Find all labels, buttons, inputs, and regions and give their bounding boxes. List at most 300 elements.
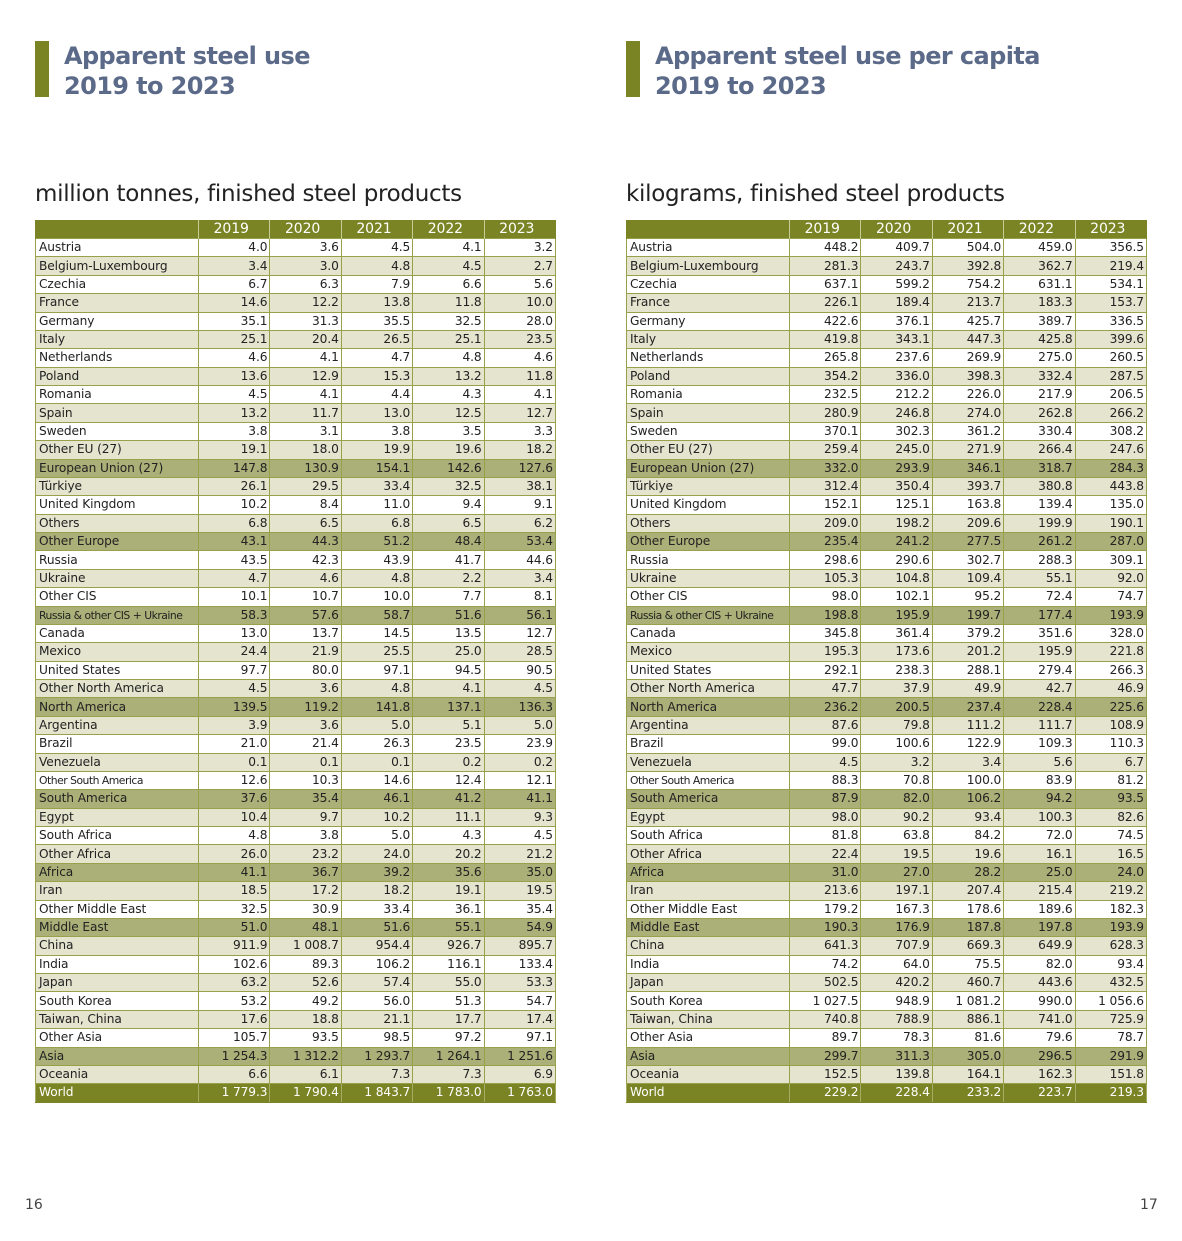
cell-value: 217.9 <box>1004 386 1075 404</box>
cell-value: 299.7 <box>790 1047 861 1065</box>
table-row <box>627 569 1147 587</box>
cell-value: 200.5 <box>861 698 932 716</box>
row-label: Middle East <box>627 918 790 936</box>
cell-value: 328.0 <box>1075 624 1146 642</box>
cell-value: 4.5 <box>413 257 484 275</box>
cell-value: 3.8 <box>199 422 270 440</box>
cell-value: 41.1 <box>484 790 555 808</box>
table-row <box>627 294 1147 312</box>
column-header-year: 2021 <box>341 220 412 239</box>
cell-value: 54.7 <box>484 992 555 1010</box>
cell-value: 26.3 <box>341 735 412 753</box>
cell-value: 287.5 <box>1075 367 1146 385</box>
cell-value: 55.1 <box>413 918 484 936</box>
cell-value: 36.7 <box>270 863 341 881</box>
cell-value: 232.5 <box>790 386 861 404</box>
cell-value: 64.0 <box>861 955 932 973</box>
cell-value: 93.4 <box>932 808 1003 826</box>
cell-value: 21.9 <box>270 643 341 661</box>
row-label: Oceania <box>627 1065 790 1083</box>
cell-value: 94.5 <box>413 661 484 679</box>
row-label: Russia <box>627 551 790 569</box>
cell-value: 28.0 <box>484 312 555 330</box>
cell-value: 28.2 <box>932 863 1003 881</box>
cell-value: 92.0 <box>1075 569 1146 587</box>
cell-value: 213.7 <box>932 294 1003 312</box>
cell-value: 23.9 <box>484 735 555 753</box>
cell-value: 332.0 <box>790 459 861 477</box>
row-label: Netherlands <box>36 349 199 367</box>
row-label: India <box>36 955 199 973</box>
row-label: Other EU (27) <box>36 441 199 459</box>
row-label: Other Middle East <box>36 900 199 918</box>
cell-value: 4.8 <box>341 569 412 587</box>
column-header-year: 2020 <box>861 220 932 239</box>
cell-value: 12.7 <box>484 624 555 642</box>
cell-value: 41.2 <box>413 790 484 808</box>
subtotal-row <box>36 533 556 551</box>
cell-value: 277.5 <box>932 533 1003 551</box>
row-label: Netherlands <box>627 349 790 367</box>
subtotal-row <box>36 698 556 716</box>
cell-value: 33.4 <box>341 900 412 918</box>
cell-value: 58.3 <box>199 606 270 624</box>
table-row <box>36 386 556 404</box>
cell-value: 167.3 <box>861 900 932 918</box>
table-row <box>627 367 1147 385</box>
cell-value: 1 779.3 <box>199 1084 270 1102</box>
cell-value: 4.1 <box>270 349 341 367</box>
page-title <box>655 41 1040 101</box>
cell-value: 119.2 <box>270 698 341 716</box>
row-label: Other Asia <box>627 1029 790 1047</box>
cell-value: 209.0 <box>790 514 861 532</box>
cell-value: 223.7 <box>1004 1084 1075 1102</box>
cell-value: 81.2 <box>1075 771 1146 789</box>
cell-value: 308.2 <box>1075 422 1146 440</box>
page-number: 16 <box>25 1197 43 1213</box>
cell-value: 190.1 <box>1075 514 1146 532</box>
cell-value: 351.6 <box>1004 624 1075 642</box>
cell-value: 6.6 <box>413 275 484 293</box>
cell-value: 25.0 <box>413 643 484 661</box>
cell-value: 5.0 <box>484 716 555 734</box>
row-label: United States <box>36 661 199 679</box>
cell-value: 100.3 <box>1004 808 1075 826</box>
cell-value: 55.1 <box>1004 569 1075 587</box>
cell-value: 100.6 <box>861 735 932 753</box>
cell-value: 25.1 <box>199 330 270 348</box>
cell-value: 13.8 <box>341 294 412 312</box>
table-row <box>627 716 1147 734</box>
cell-value: 3.6 <box>270 680 341 698</box>
row-label: Egypt <box>36 808 199 826</box>
column-header-year: 2019 <box>790 220 861 239</box>
table-row <box>627 239 1147 257</box>
row-label: Other Europe <box>36 533 199 551</box>
cell-value: 389.7 <box>1004 312 1075 330</box>
cell-value: 8.1 <box>484 588 555 606</box>
cell-value: 35.1 <box>199 312 270 330</box>
cell-value: 125.1 <box>861 496 932 514</box>
cell-value: 163.8 <box>932 496 1003 514</box>
row-label: Other Asia <box>36 1029 199 1047</box>
row-label: Russia <box>36 551 199 569</box>
row-label: Others <box>36 514 199 532</box>
table-row <box>36 955 556 973</box>
cell-value: 26.1 <box>199 477 270 495</box>
cell-value: 80.0 <box>270 661 341 679</box>
row-label: South Africa <box>627 827 790 845</box>
cell-value: 4.5 <box>790 753 861 771</box>
row-label: Canada <box>36 624 199 642</box>
table-row <box>627 680 1147 698</box>
cell-value: 459.0 <box>1004 239 1075 257</box>
cell-value: 3.6 <box>270 239 341 257</box>
cell-value: 599.2 <box>861 275 932 293</box>
table-row <box>627 771 1147 789</box>
table-row <box>36 239 556 257</box>
cell-value: 100.0 <box>932 771 1003 789</box>
cell-value: 1 293.7 <box>341 1047 412 1065</box>
cell-value: 142.6 <box>413 459 484 477</box>
cell-value: 26.5 <box>341 330 412 348</box>
subtotal-row <box>627 918 1147 936</box>
cell-value: 53.3 <box>484 974 555 992</box>
cell-value: 24.4 <box>199 643 270 661</box>
cell-value: 11.1 <box>413 808 484 826</box>
row-label: Other Europe <box>627 533 790 551</box>
cell-value: 13.2 <box>199 404 270 422</box>
table-row <box>627 1029 1147 1047</box>
cell-value: 4.8 <box>341 257 412 275</box>
cell-value: 193.9 <box>1075 606 1146 624</box>
cell-value: 215.4 <box>1004 882 1075 900</box>
cell-value: 97.2 <box>413 1029 484 1047</box>
cell-value: 12.6 <box>199 771 270 789</box>
cell-value: 336.0 <box>861 367 932 385</box>
cell-value: 243.7 <box>861 257 932 275</box>
table-row <box>36 514 556 532</box>
cell-value: 669.3 <box>932 937 1003 955</box>
cell-value: 3.4 <box>484 569 555 587</box>
cell-value: 139.8 <box>861 1065 932 1083</box>
table-row <box>627 404 1147 422</box>
cell-value: 20.2 <box>413 845 484 863</box>
cell-value: 398.3 <box>932 367 1003 385</box>
cell-value: 37.6 <box>199 790 270 808</box>
row-label: France <box>36 294 199 312</box>
cell-value: 97.1 <box>341 661 412 679</box>
row-label: United Kingdom <box>36 496 199 514</box>
table-row <box>36 624 556 642</box>
cell-value: 10.0 <box>484 294 555 312</box>
cell-value: 109.3 <box>1004 735 1075 753</box>
cell-value: 13.0 <box>341 404 412 422</box>
cell-value: 1 251.6 <box>484 1047 555 1065</box>
table-row <box>36 845 556 863</box>
cell-value: 3.2 <box>484 239 555 257</box>
cell-value: 356.5 <box>1075 239 1146 257</box>
cell-value: 162.3 <box>1004 1065 1075 1083</box>
row-label: Other South America <box>36 771 199 789</box>
steel-use-table <box>35 220 556 1103</box>
table-row <box>36 477 556 495</box>
cell-value: 12.1 <box>484 771 555 789</box>
cell-value: 229.2 <box>790 1084 861 1102</box>
cell-value: 345.8 <box>790 624 861 642</box>
cell-value: 447.3 <box>932 330 1003 348</box>
cell-value: 9.7 <box>270 808 341 826</box>
table-row <box>627 753 1147 771</box>
cell-value: 111.7 <box>1004 716 1075 734</box>
cell-value: 275.0 <box>1004 349 1075 367</box>
row-label: Mexico <box>36 643 199 661</box>
cell-value: 293.9 <box>861 459 932 477</box>
row-label: South Africa <box>36 827 199 845</box>
cell-value: 153.7 <box>1075 294 1146 312</box>
cell-value: 10.4 <box>199 808 270 826</box>
cell-value: 84.2 <box>932 827 1003 845</box>
row-label: Other Africa <box>36 845 199 863</box>
row-label: Russia & other CIS + Ukraine <box>627 606 790 624</box>
cell-value: 6.7 <box>199 275 270 293</box>
cell-value: 51.6 <box>413 606 484 624</box>
cell-value: 206.5 <box>1075 386 1146 404</box>
column-header-year: 2022 <box>1004 220 1075 239</box>
cell-value: 228.4 <box>1004 698 1075 716</box>
cell-value: 259.4 <box>790 441 861 459</box>
cell-value: 3.8 <box>341 422 412 440</box>
cell-value: 6.7 <box>1075 753 1146 771</box>
cell-value: 41.7 <box>413 551 484 569</box>
table-row <box>627 937 1147 955</box>
cell-value: 330.4 <box>1004 422 1075 440</box>
cell-value: 7.3 <box>341 1065 412 1083</box>
table-row <box>36 551 556 569</box>
row-label: Czechia <box>36 275 199 293</box>
cell-value: 5.6 <box>484 275 555 293</box>
cell-value: 212.2 <box>861 386 932 404</box>
row-label: India <box>627 955 790 973</box>
table-row <box>627 845 1147 863</box>
cell-value: 948.9 <box>861 992 932 1010</box>
cell-value: 425.7 <box>932 312 1003 330</box>
cell-value: 21.4 <box>270 735 341 753</box>
subtotal-row <box>36 918 556 936</box>
cell-value: 311.3 <box>861 1047 932 1065</box>
row-label: European Union (27) <box>36 459 199 477</box>
cell-value: 649.9 <box>1004 937 1075 955</box>
cell-value: 56.1 <box>484 606 555 624</box>
cell-value: 17.7 <box>413 1010 484 1028</box>
cell-value: 236.2 <box>790 698 861 716</box>
cell-value: 154.1 <box>341 459 412 477</box>
cell-value: 93.5 <box>1075 790 1146 808</box>
table-row <box>36 771 556 789</box>
cell-value: 926.7 <box>413 937 484 955</box>
cell-value: 534.1 <box>1075 275 1146 293</box>
table-row <box>36 974 556 992</box>
cell-value: 23.5 <box>484 330 555 348</box>
cell-value: 70.8 <box>861 771 932 789</box>
table-row <box>627 882 1147 900</box>
table-row <box>627 496 1147 514</box>
title-line-2: 2019 to 2023 <box>655 72 827 100</box>
cell-value: 135.0 <box>1075 496 1146 514</box>
cell-value: 89.7 <box>790 1029 861 1047</box>
cell-value: 4.5 <box>199 680 270 698</box>
cell-value: 291.9 <box>1075 1047 1146 1065</box>
cell-value: 3.5 <box>413 422 484 440</box>
cell-value: 265.8 <box>790 349 861 367</box>
cell-value: 4.7 <box>341 349 412 367</box>
cell-value: 151.8 <box>1075 1065 1146 1083</box>
cell-value: 502.5 <box>790 974 861 992</box>
row-label: Africa <box>36 863 199 881</box>
cell-value: 43.1 <box>199 533 270 551</box>
row-label: Belgium-Luxembourg <box>36 257 199 275</box>
row-label: Spain <box>36 404 199 422</box>
cell-value: 35.4 <box>270 790 341 808</box>
row-label: Czechia <box>627 275 790 293</box>
cell-value: 287.0 <box>1075 533 1146 551</box>
cell-value: 182.3 <box>1075 900 1146 918</box>
cell-value: 195.9 <box>861 606 932 624</box>
cell-value: 305.0 <box>932 1047 1003 1065</box>
table-row <box>36 257 556 275</box>
row-label: South America <box>36 790 199 808</box>
cell-value: 10.3 <box>270 771 341 789</box>
cell-value: 237.6 <box>861 349 932 367</box>
cell-value: 11.8 <box>413 294 484 312</box>
world-total-row <box>627 1084 1147 1102</box>
cell-value: 195.3 <box>790 643 861 661</box>
cell-value: 266.2 <box>1075 404 1146 422</box>
row-label: Asia <box>627 1047 790 1065</box>
cell-value: 29.5 <box>270 477 341 495</box>
cell-value: 409.7 <box>861 239 932 257</box>
row-label: Egypt <box>627 808 790 826</box>
cell-value: 1 763.0 <box>484 1084 555 1102</box>
cell-value: 111.2 <box>932 716 1003 734</box>
cell-value: 5.0 <box>341 716 412 734</box>
cell-value: 21.2 <box>484 845 555 863</box>
table-row <box>627 808 1147 826</box>
row-label: Russia & other CIS + Ukraine <box>36 606 199 624</box>
cell-value: 189.4 <box>861 294 932 312</box>
cell-value: 88.3 <box>790 771 861 789</box>
cell-value: 4.6 <box>270 569 341 587</box>
cell-value: 4.7 <box>199 569 270 587</box>
cell-value: 13.5 <box>413 624 484 642</box>
cell-value: 58.7 <box>341 606 412 624</box>
subtotal-row <box>627 1047 1147 1065</box>
cell-value: 190.3 <box>790 918 861 936</box>
cell-value: 52.6 <box>270 974 341 992</box>
table-row <box>627 900 1147 918</box>
cell-value: 183.3 <box>1004 294 1075 312</box>
cell-value: 10.1 <box>199 588 270 606</box>
cell-value: 19.6 <box>413 441 484 459</box>
header-row <box>36 220 556 239</box>
cell-value: 11.7 <box>270 404 341 422</box>
table-row <box>36 1065 556 1083</box>
cell-value: 6.3 <box>270 275 341 293</box>
cell-value: 260.5 <box>1075 349 1146 367</box>
cell-value: 262.8 <box>1004 404 1075 422</box>
table-row <box>627 1065 1147 1083</box>
cell-value: 105.7 <box>199 1029 270 1047</box>
cell-value: 74.7 <box>1075 588 1146 606</box>
cell-value: 63.2 <box>199 974 270 992</box>
cell-value: 110.3 <box>1075 735 1146 753</box>
cell-value: 4.5 <box>484 680 555 698</box>
row-label: Oceania <box>36 1065 199 1083</box>
cell-value: 741.0 <box>1004 1010 1075 1028</box>
cell-value: 266.4 <box>1004 441 1075 459</box>
cell-value: 443.6 <box>1004 974 1075 992</box>
cell-value: 104.8 <box>861 569 932 587</box>
cell-value: 6.5 <box>270 514 341 532</box>
cell-value: 51.6 <box>341 918 412 936</box>
cell-value: 25.1 <box>413 330 484 348</box>
cell-value: 5.1 <box>413 716 484 734</box>
row-label: Mexico <box>627 643 790 661</box>
cell-value: 1 008.7 <box>270 937 341 955</box>
row-label: South America <box>627 790 790 808</box>
cell-value: 2.2 <box>413 569 484 587</box>
cell-value: 31.3 <box>270 312 341 330</box>
cell-value: 4.6 <box>484 349 555 367</box>
cell-value: 3.2 <box>861 753 932 771</box>
cell-value: 228.4 <box>861 1084 932 1102</box>
cell-value: 0.1 <box>341 753 412 771</box>
cell-value: 44.6 <box>484 551 555 569</box>
row-label: Venezuela <box>36 753 199 771</box>
cell-value: 895.7 <box>484 937 555 955</box>
cell-value: 266.3 <box>1075 661 1146 679</box>
cell-value: 0.1 <box>270 753 341 771</box>
row-label: France <box>627 294 790 312</box>
cell-value: 179.2 <box>790 900 861 918</box>
cell-value: 279.4 <box>1004 661 1075 679</box>
title-accent-bar <box>626 41 640 97</box>
cell-value: 288.3 <box>1004 551 1075 569</box>
cell-value: 226.0 <box>932 386 1003 404</box>
row-label: Sweden <box>627 422 790 440</box>
cell-value: 7.7 <box>413 588 484 606</box>
table-row <box>36 441 556 459</box>
cell-value: 6.6 <box>199 1065 270 1083</box>
cell-value: 707.9 <box>861 937 932 955</box>
subtotal-row <box>36 1047 556 1065</box>
steel-use-per-capita-table <box>626 220 1147 1103</box>
table-row <box>36 367 556 385</box>
subtotal-row <box>627 863 1147 881</box>
cell-value: 419.8 <box>790 330 861 348</box>
cell-value: 911.9 <box>199 937 270 955</box>
row-label: Japan <box>627 974 790 992</box>
table-row <box>36 330 556 348</box>
cell-value: 628.3 <box>1075 937 1146 955</box>
cell-value: 247.6 <box>1075 441 1146 459</box>
cell-value: 20.4 <box>270 330 341 348</box>
cell-value: 56.0 <box>341 992 412 1010</box>
cell-value: 5.0 <box>341 827 412 845</box>
row-label: South Korea <box>36 992 199 1010</box>
cell-value: 199.7 <box>932 606 1003 624</box>
